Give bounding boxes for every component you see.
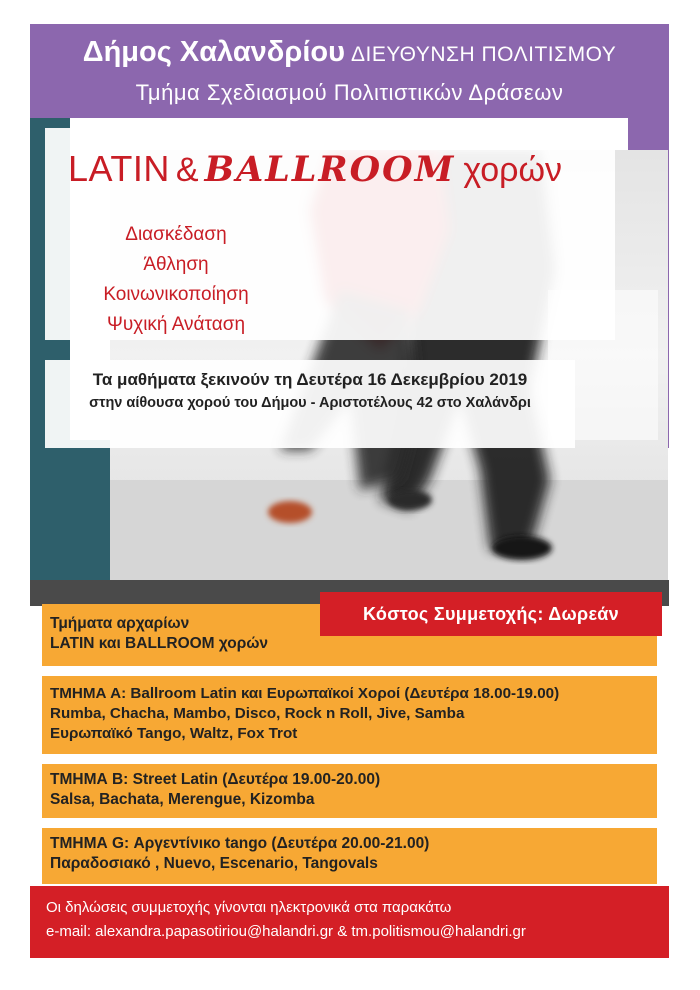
benefit-item: Ψυχική Ανάταση [106, 314, 246, 335]
venue-text: στην αίθουσα χορού του Δήμου - Αριστοτέλους 42 στο Χαλάνδρι [89, 395, 531, 411]
title-ampersand: & [175, 151, 199, 189]
block-line: Παραδοσιακό , Nuevo, Escenario, Tangovals [50, 855, 378, 872]
poster-title [68, 148, 668, 190]
benefits-list [76, 220, 276, 340]
benefit-item: Διασκέδαση [125, 224, 227, 245]
section-a-block [42, 676, 657, 754]
title-dances: χορών [463, 151, 563, 189]
title-ballroom: BALLROOM [204, 149, 456, 190]
block-line: LATIN και BALLROOM χορών [50, 635, 269, 652]
header-subtitle: Τμήμα Σχεδιασμού Πολιτιστικών Δράσεων [135, 80, 564, 105]
block-line: ΤΜΗΜΑ G: Αργεντίνικο tango (Δευτέρα 20.00-21.00) [50, 835, 430, 852]
section-g-block [42, 828, 657, 884]
block-line: Ευρωπαϊκό Tango, Waltz, Fox Trot [50, 725, 298, 742]
header-line1 [30, 36, 669, 69]
block-line: Τμήματα αρχαρίων [50, 615, 190, 632]
block-line: Rumba, Chacha, Mambo, Disco, Rock n Roll, Jive, Samba [50, 705, 465, 722]
block-line: ΤΜΗΜΑ Β: Street Latin (Δευτέρα 19.00-20.00) [50, 771, 381, 788]
registration-footer [30, 886, 669, 958]
benefit-item: Άθληση [143, 254, 209, 275]
block-line: Salsa, Bachata, Merengue, Kizomba [50, 791, 315, 808]
start-date-text: Τα μαθήματα ξεκινούν τη Δευτέρα 16 Δεκεμβρίου 2019 [92, 370, 528, 389]
municipality-name: Δήμος Χαλανδρίου [82, 36, 345, 68]
cost-badge: Κόστος Συμμετοχής: Δωρεάν [320, 592, 662, 636]
department-name: ΔΙΕΥΘΥΝΣΗ ΠΟΛΙΤΙΣΜΟΥ [350, 43, 617, 66]
contact-emails: e-mail: alexandra.papasotiriou@halandri.gr & tm.politismou@halandri.gr [46, 923, 526, 940]
start-date-panel [45, 360, 575, 448]
block-line: ΤΜΗΜΑ Α: Ballroom Latin και Ευρωπαϊκοί Χοροί (Δευτέρα 18.00-19.00) [50, 685, 560, 702]
title-latin: LATIN [68, 148, 170, 189]
benefit-item: Κοινωνικοποίηση [103, 284, 249, 305]
registration-note: Οι δηλώσεις συμμετοχής γίνονται ηλεκτρονικά στα παρακάτω [46, 899, 452, 916]
header-banner [30, 24, 669, 118]
section-b-block [42, 764, 657, 818]
